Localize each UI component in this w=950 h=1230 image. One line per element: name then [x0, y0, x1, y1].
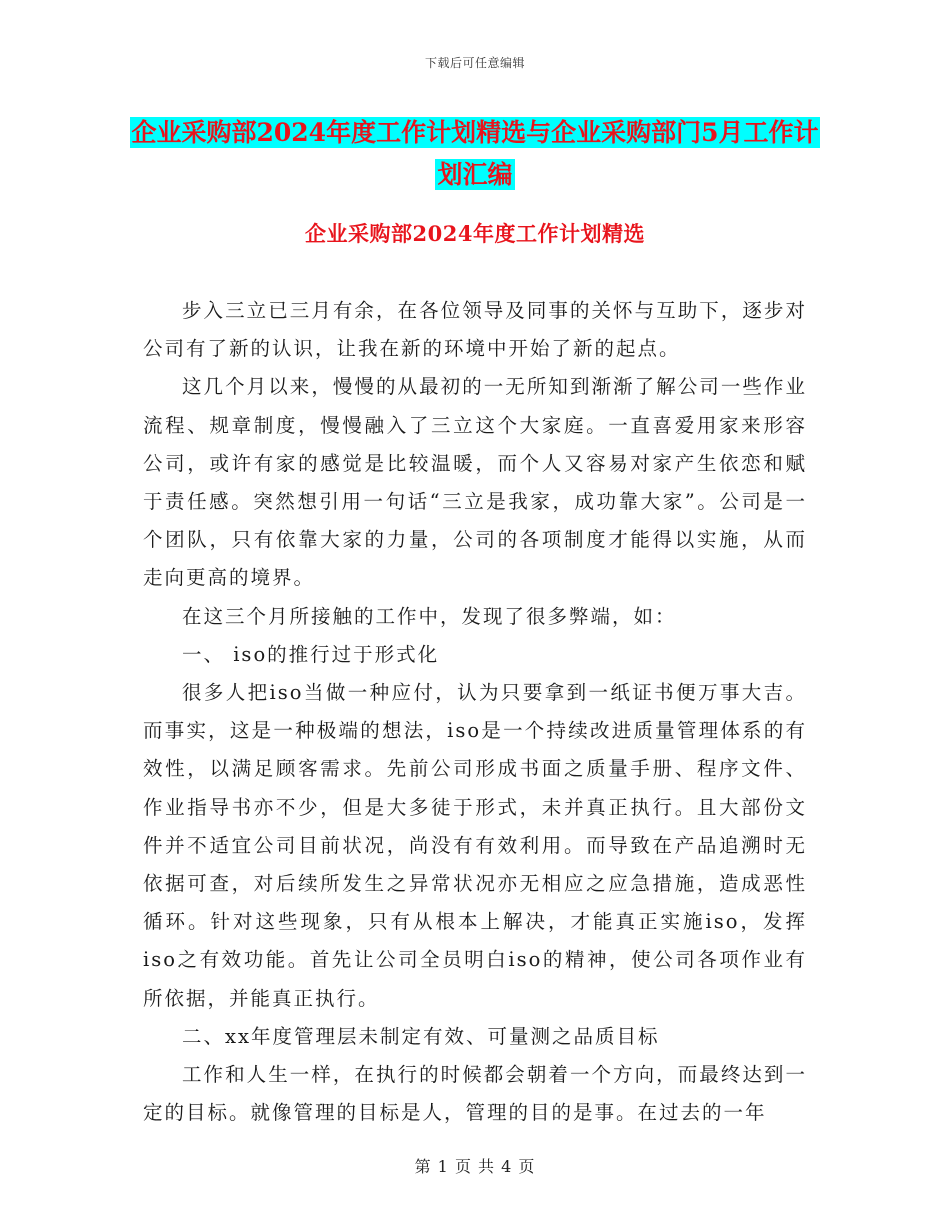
document-body: [143, 292, 807, 1132]
heading-item-1: 一、 iso的推行过于形式化: [182, 642, 440, 666]
paragraph: 步入三立已三月有余，在各位领导及同事的关怀与互助下，逐步对公司有了新的认识，让我在新的环境中开始了新的起点。: [143, 299, 807, 361]
document-title: [120, 112, 830, 196]
paragraph: 很多人把iso当做一种应付，认为只要拿到一纸证书便万事大吉。而事实，这是一种极端的想法，iso是一个持续改进质量管理体系的有效性，以满足顾客需求。先前公司形成书面之质量手册、程序文件、作业指导书亦不少，但是大多徒于形式，未并真正执行。且大部份文件并不适宜公司目前状况，尚没有有效利用。而导致在产品追溯时无依据可查，对后续所发生之异常状况亦无相应之应急措施，造成恶性循环。针对这些现象，只有从根本上解决，才能真正实施iso，发挥iso之有效功能。首先让公司全员明白iso的精神，使公司各项作业有所依据，并能真正执行。: [143, 681, 807, 1010]
paragraph: 工作和人生一样，在执行的时候都会朝着一个方向，而最终达到一定的目标。就像管理的目标是人，管理的目的是事。在过去的一年: [143, 1063, 807, 1125]
document-title-text: 企业采购部2024年度工作计划精选与企业采购部门5月工作计划汇编: [131, 118, 819, 189]
paragraph: 这几个月以来，慢慢的从最初的一无所知到渐渐了解公司一些作业流程、规章制度，慢慢融入了三立这个大家庭。一直喜爱用家来形容公司，或许有家的感觉是比较温暖，而个人又容易对家产生依恋和赋于责任感。突然想引用一句话“三立是我家，成功靠大家”。公司是一个团队，只有依靠大家的力量，公司的各项制度才能得以实施，从而走向更高的境界。: [143, 375, 807, 590]
paragraph: 在这三个月所接触的工作中，发现了很多弊端，如：: [182, 604, 677, 628]
page-number-footer: 第 1 页 共 4 页: [414, 1157, 536, 1176]
heading-item-2: 二、xx年度管理层未制定有效、可量测之品质目标: [182, 1024, 660, 1048]
section-title: 企业采购部2024年度工作计划精选: [305, 221, 645, 246]
page-header-note: 下载后可任意编辑: [424, 56, 525, 70]
